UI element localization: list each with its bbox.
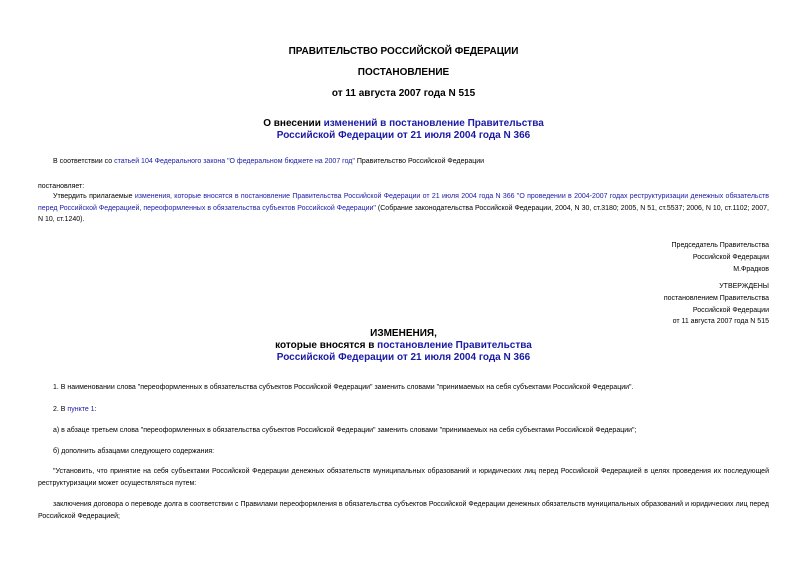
approved-by: постановлением Правительства [663,294,769,302]
decree-label: постановляет: [38,183,85,190]
item-1: 1. В наименовании слова "переоформленных в обязательства субъектов Российской Федерации" заменить словами "принимаемых на себя субъектами Российской Федерации". [53,384,634,391]
approved-country: Российской Федерации [692,306,769,314]
document-title [0,118,807,129]
decree-text-after: (Собрание законодательства Российской Федерации, 2004, N 30, ст.3180; 2005, N 51, ст.5537; 2006, N 10, ст.1102; 2007, N 10, ст.1240). [38,204,769,223]
decree-changes-link[interactable]: изменения, которые вносятся в постановление Правительства Российской Федерации от 21 июля 2004 года N 366 "О проведении в 2004-2007 годах реструктуризации денежных обязательств перед Российской Федерацией, переоформленных в обязательства субъектов Российской Федерации" [38,193,769,212]
decree-text-before: Утвердить прилагаемые [53,193,135,200]
item-2-after: : [94,406,97,413]
title-link-part1[interactable]: изменений в постановление Правительства [323,118,544,129]
changes-decree-link-part2[interactable]: Российской Федерации от 21 июля 2004 года N 366 [276,352,531,363]
item-2a: а) в абзаце третьем слова "переоформленных в обязательства субъектов Российской Федерации" заменить словами "принимаемых на себя субъектами Российской Федерации"; [53,427,637,434]
item-2-clause-link[interactable]: пункте 1 [67,406,95,413]
approved-label: УТВЕРЖДЕНЫ [719,283,769,290]
title-prefix: О внесении [263,118,324,129]
changes-subtitle-before: которые вносятся в [275,340,378,351]
changes-subtitle-line2 [0,352,807,363]
approved-block [664,281,769,328]
title-link-part2[interactable]: Российской Федерации от 21 июля 2004 года N 366 [276,130,531,141]
quote-paragraph-1: "Установить, что принятие на себя субъектами Российской Федерации денежных обязательств муниципальных образований и юридических лиц перед Российской Федерацией в целях проведения их последующей реструктуризации может осуществляться путем: [38,468,769,487]
signature-country: Российской Федерации [692,253,769,261]
quote-paragraph-2: заключения договора о переводе долга в соответствии с Правилами переоформления в обязательства субъектов Российской Федерации денежных обязательств муниципальных образований и юридических лиц перед Российской Федерацией; [38,501,769,520]
item-2b: б) дополнить абзацами следующего содержания: [53,448,215,455]
date-number-heading: от 11 августа 2007 года N 515 [331,88,476,99]
doc-type-heading: ПОСТАНОВЛЕНИЕ [357,67,450,78]
changes-subtitle-line1 [0,340,807,351]
item-2 [53,404,97,416]
changes-decree-link-part1[interactable]: постановление Правительства [377,340,532,351]
signature-block [672,240,769,275]
preamble [53,156,484,168]
preamble-text-after: Правительство Российской Федерации [354,158,485,165]
preamble-law-link[interactable]: статьей 104 Федерального закона "О федеральном бюджете на 2007 год" [114,158,355,165]
decree-paragraph [38,191,769,226]
signature-name: М.Фрадков [733,265,769,273]
item-2-before: 2. В [53,406,68,413]
changes-heading: ИЗМЕНЕНИЯ, [370,328,437,339]
preamble-text-before: В соответствии со [53,158,115,165]
approved-date: от 11 августа 2007 года N 515 [672,318,769,326]
document-title-line2 [0,130,807,141]
government-heading: ПРАВИТЕЛЬСТВО РОССИЙСКОЙ ФЕДЕРАЦИИ [288,46,519,57]
signature-position: Председатель Правительства [671,242,769,249]
